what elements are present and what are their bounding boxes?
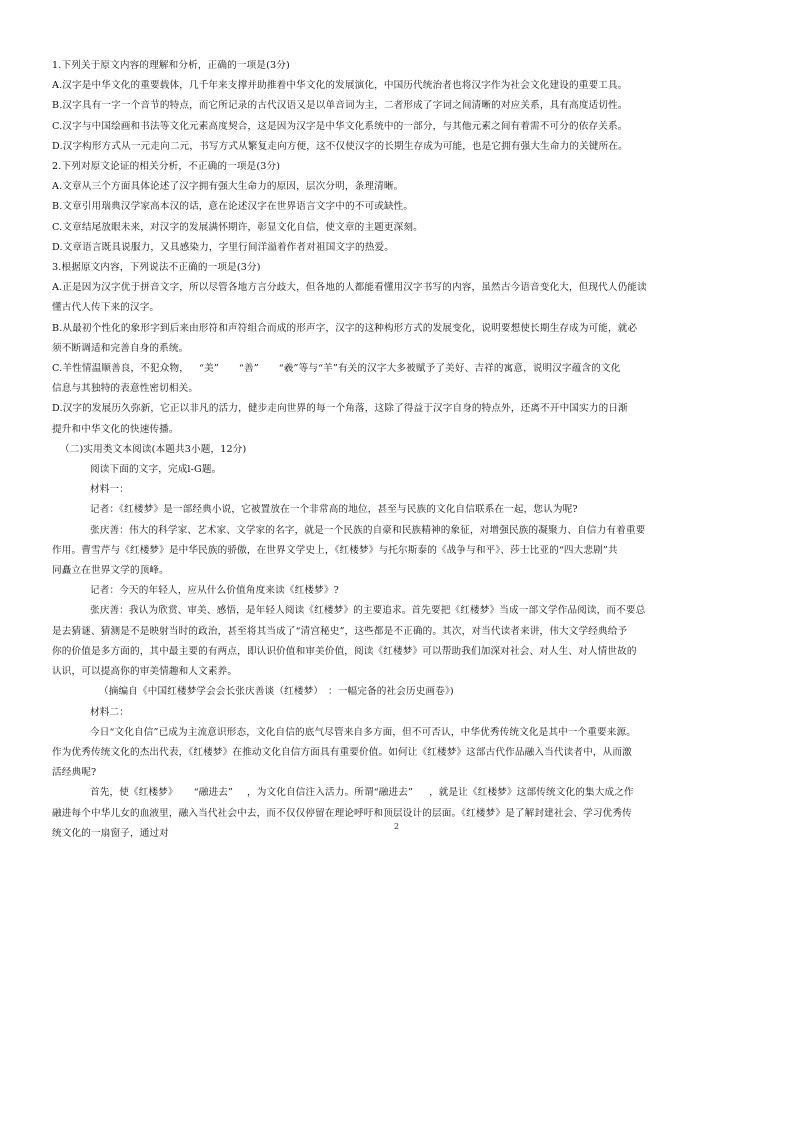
question-2-option-d: D.文章语言既具说服力，又具感染力，字里行间洋溢着作者对祖国文字的热爱。 — [52, 241, 394, 253]
m4-part-2: “融进去” — [193, 787, 234, 799]
section-instruction: 阅读下面的文字，完成l-G题。 — [90, 464, 222, 476]
c-part-1: C.羊性情温顺善良，不犯众物， — [52, 363, 190, 375]
page-content — [52, 56, 745, 844]
c-part-3: “善” — [238, 363, 259, 375]
interview-line: 记者：《红楼梦》是一部经典小说，它被置放在一个非常高的地位，甚至与民族的文化自信联系在一起，您认为呢? — [90, 504, 578, 516]
interview-line: 作用。曹雪芹与《红楼梦》是中华民族的骄傲，在世界文学史上，《红楼梦》与托尔斯泰的《战争与和平》、莎士比亚的“四大悲剧”共 — [52, 544, 618, 556]
question-2-stem: 2.下列对原文论证的相关分析，不正确的一项是(3分) — [52, 161, 281, 173]
interview-line: 是去猜谜、猜测是不是映射当时的政治，甚至将其当成了“清宫秘史”，这些都是不正确的。其次，对当代读者来讲，伟大文学经典给予 — [52, 625, 628, 637]
interview-line: 记者：今天的年轻人，应从什么价值角度来读《红楼梦》? — [90, 585, 339, 597]
material-2-line: 作为优秀传统文化的杰出代表，《红楼梦》在推动文化自信方面具有重要价值。如何让《红楼梦》这部古代作品融入当代读者中，从而激 — [52, 746, 632, 758]
material-2-line: 活经典呢? — [52, 767, 97, 779]
material-2-line — [52, 783, 745, 803]
interview-line: 张庆善：伟大的科学家、艺术家、文学家的名字，就是一个民族的自豪和民族精神的象征，对增强民族的凝聚力、自信力有着重要 — [90, 524, 646, 536]
question-1-stem: 1.下列关于原文内容的理解和分析，正确的一项是(3分) — [52, 60, 290, 71]
interview-line: 你的价值是多方面的，其中最主要的有两点，即认识价值和审美价值，阅读《红楼梦》可以帮助我们加深对社会、对人生、对人情世故的 — [52, 645, 637, 657]
material-1-title: 材料一： — [90, 484, 129, 496]
section-practical-reading — [52, 440, 745, 844]
interview-line: 同矗立在世界文学的顶峰。 — [52, 565, 169, 577]
interview-line: 认识，可以提高你的审美情趣和人文素养。 — [52, 666, 238, 678]
question-2 — [52, 157, 745, 258]
interview-line: 张庆善：我认为欣赏、审美、感悟，是年轻人阅读《红楼梦》的主要追求。首先要把《红楼梦》当成一部文学作品阅读，而不要总 — [90, 605, 646, 617]
question-1 — [52, 56, 745, 157]
question-3-option-a-line-2: 懂古代人传下来的汉字。 — [52, 302, 160, 314]
question-3-option-c-line-1 — [52, 359, 745, 379]
material-1-source: （摘编自《中国红楼梦学会会长张庆善谈（红楼梦） ：一幅完备的社会历史画卷》) — [99, 686, 454, 698]
question-3-option-a-line-1: A.正是因为汉字优于拼音文字，所以尽管各地方言分歧大，但各地的人都能看懂用汉字书写的内容，虽然古今语音变化大，但现代人仍能读 — [52, 282, 647, 294]
material-2-line: 统文化的一扇窗子，通过对 — [52, 827, 169, 839]
question-1-option-c: C.汉字与中国绘画和书法等文化元素高度契合，这是因为汉字是中华文化系统中的一部分，与其他元素之间有着需不可分的依存关系。 — [52, 120, 628, 132]
question-3 — [52, 258, 745, 440]
page-number: 2 — [393, 822, 400, 831]
question-1-option-d: D.汉字构形方式从一元走向二元，书写方式从繁复走向方便，这不仅使汉字的长期生存成为可能，也是它拥有强大生命力的关键所在。 — [52, 140, 628, 152]
question-3-option-d-line-2: 提升和中华文化的快速传播。 — [52, 423, 179, 435]
question-2-option-c: C.文章结尾放眼未来，对汉字的发展满怀期许，彰显文化自信，使文章的主题更深刻。 — [52, 221, 423, 233]
question-2-option-b: B.文章引用瑞典汉学家高本汉的话，意在论述汉字在世界语言文字中的不可或缺性。 — [52, 201, 414, 213]
question-2-option-a: A.文章从三个方面具体论述了汉字拥有强大生命力的原因，层次分明，条理清晰。 — [52, 181, 404, 193]
m4-part-1: 首先，使《红楼梦》 — [90, 787, 178, 799]
question-1-option-a: A.汉字是中华文化的重要载体，几千年来支撑并助推着中华文化的发展演化，中国历代统治者也将汉字作为社会文化建设的重要工具。 — [52, 80, 628, 92]
c-part-2: “美” — [199, 363, 219, 375]
m4-part-4: ，就是让《红楼梦》这部传统文化的集大成之作 — [429, 787, 634, 799]
question-3-stem: 3.根据原文内容，下列说法不正确的一项是(3分) — [52, 262, 261, 274]
question-3-option-b-line-1: B.从最初个性化的象形字到后来由形符和声符组合而成的形声字，汉字的这种构形方式的发展变化，说明要想使长期生存成为可能，就必 — [52, 322, 638, 334]
c-part-4: “羲”等与“羊”有关的汉字大多被赋予了美好、吉祥的寓意，说明汉字蕴含的文化 — [278, 363, 621, 375]
material-2-line: 融进每个中华儿女的血液里，融入当代社会中去，而不仅仅停留在理论呼吁和顶层设计的层面。《红楼梦》是了解封建社会、学习优秀传 — [52, 807, 632, 819]
question-3-option-c-line-2: 信息与其独特的表意性密切相关。 — [52, 383, 199, 395]
question-3-option-b-line-2: 须不断调适和完善自身的系统。 — [52, 342, 189, 354]
question-3-option-d-line-1: D.汉字的发展历久弥新，它正以非凡的活力，健步走向世界的每一个角落，这除了得益于汉字自身的特点外，还离不开中国实力的日渐 — [52, 403, 628, 415]
material-2-line: 今日“文化自信”已成为主流意识形态，文化自信的底气尽管来自多方面，但不可否认，中华优秀传统文化是其中一个重要来源。 — [90, 726, 637, 738]
material-2-title: 材料二： — [90, 706, 129, 718]
m4-part-3: ，为文化自信注入活力。所谓“融进去” — [247, 787, 414, 799]
question-1-option-b: B.汉字具有一字一个音节的特点，而它所记录的古代汉语又是以单音词为主，二者形成了字词之间清晰的对应关系，具有高度适切性。 — [52, 100, 628, 112]
section-heading: （二)实用类文本阅读(本题共3小题，12分) — [60, 443, 247, 455]
